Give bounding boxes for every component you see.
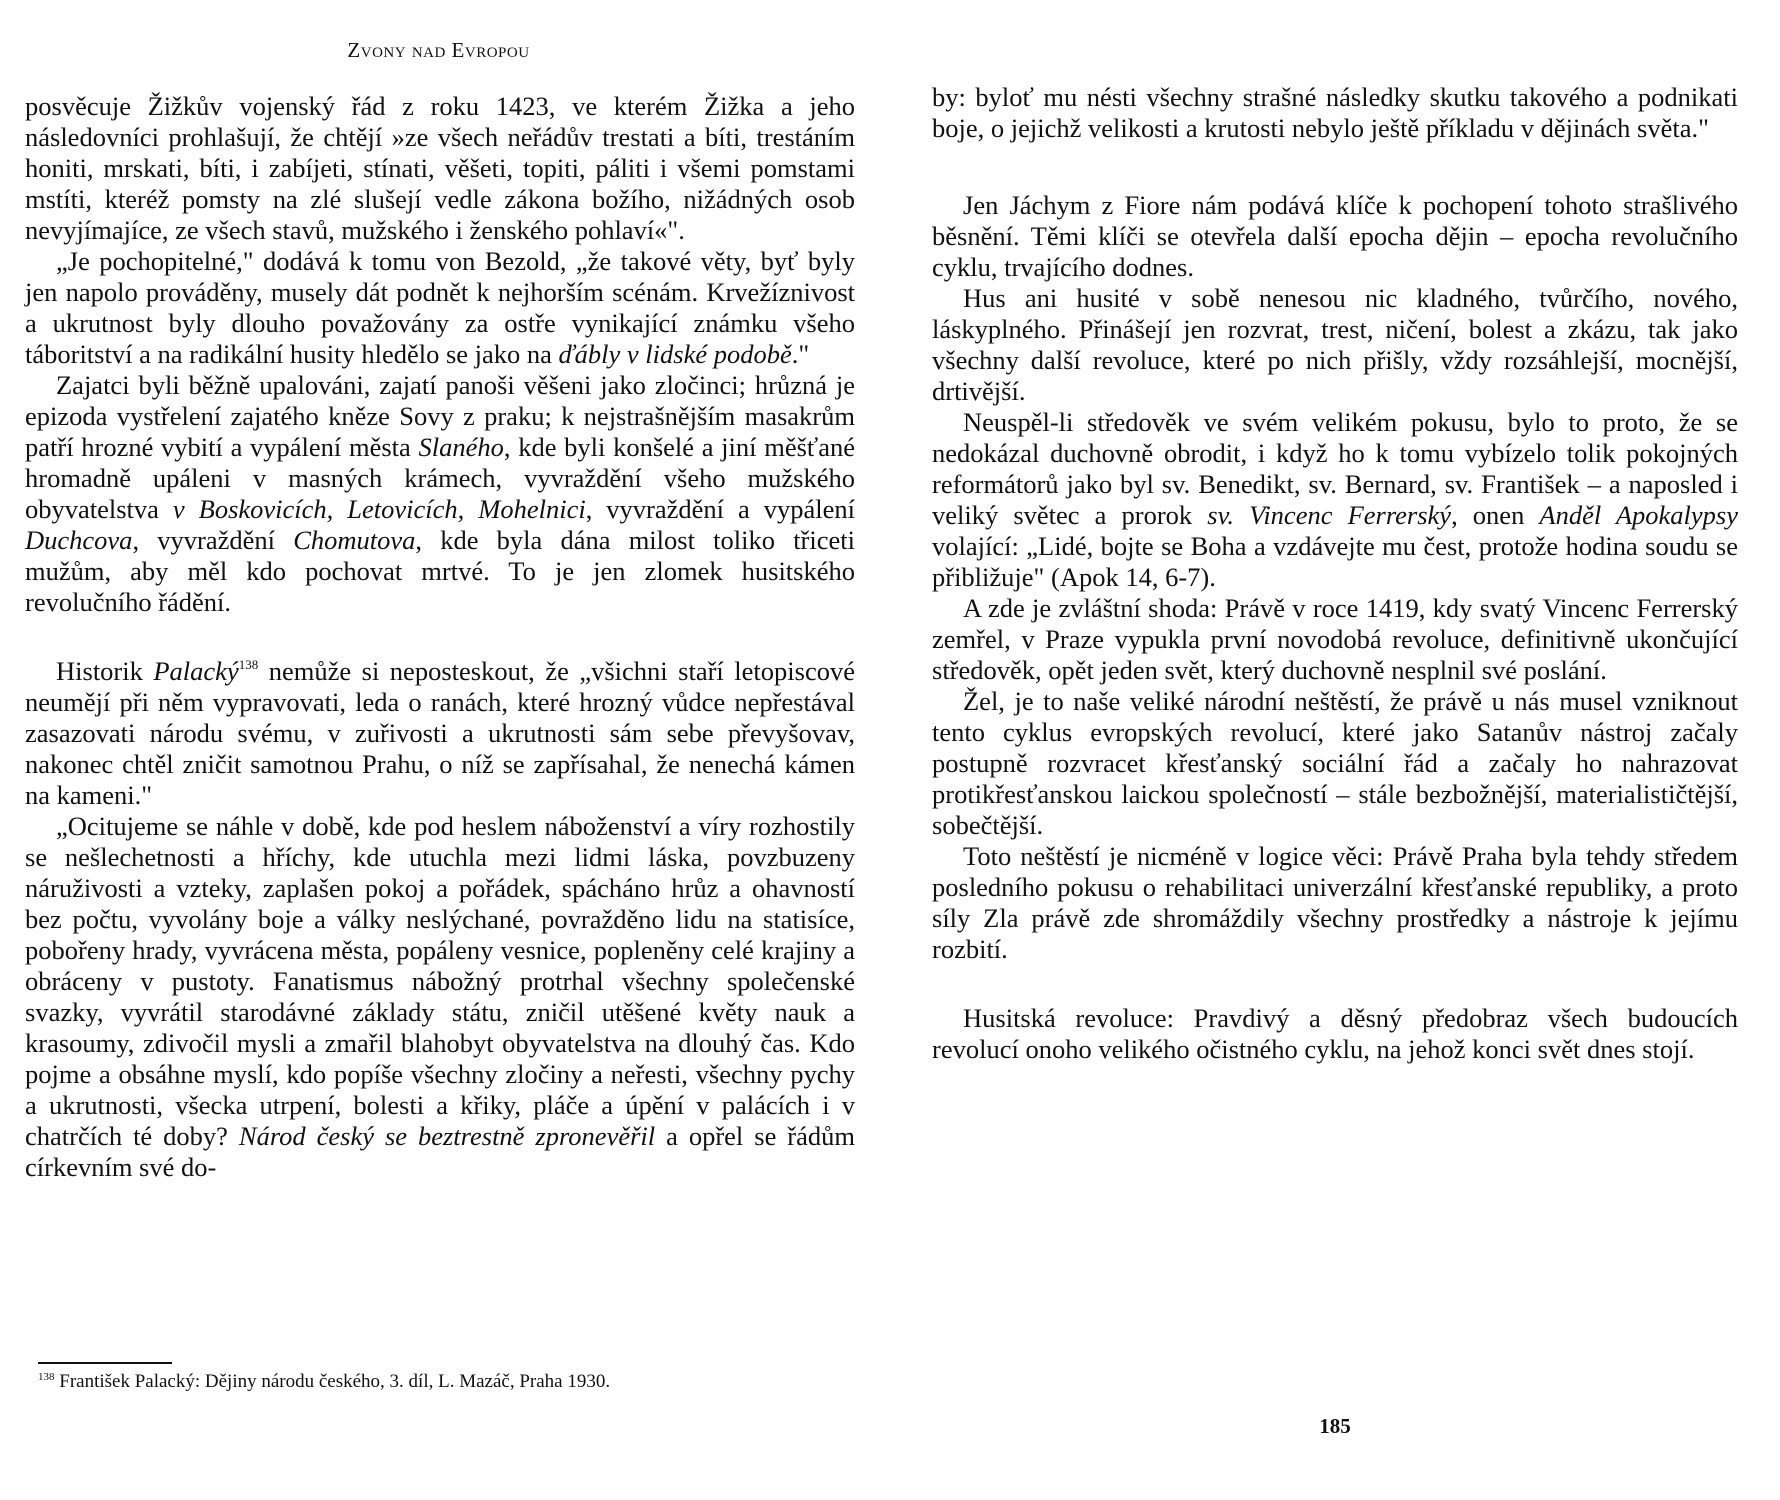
italic-text: Palacký — [153, 656, 239, 686]
paragraph: A zde je zvláštní shoda: Právě v roce 1419, kdy svatý Vincenc Ferrerský zemřel, v Praze vypukla první novodobá revoluce, definitivně ukončující středověk, opět jeden svět, který duchovně nesplnil své poslání. — [932, 593, 1738, 685]
paragraph — [25, 246, 855, 370]
text-run: Zajatci byli běžně upalováni, zajatí panoši věšeni jako zločinci; hrůzná je epizoda vystřelení zajatého kněze Sovy z praku; k nejstrašnějším masakrům patří hrozné vybití a vypálení města — [25, 370, 855, 462]
paragraph: posvěcuje Žižkův vojenský řád z roku 1423, ve kterém Žižka a jeho následovníci prohlašují, že chtějí »ze všech neřádův trestati a bíti, trestáním honiti, mrskati, bíti, i zabíjeti, stínati, věšeti, topiti, páliti i všemi pomstami mstíti, kteréž pomsty na zlé slušejí vedle zákona božího, nižádných osob nevyjímajíce, ze všech stavů, mužského i ženského pohlaví«". — [25, 91, 855, 245]
text-run: Historik — [56, 656, 154, 686]
paragraph — [25, 370, 855, 618]
italic-text: Slaného — [418, 432, 504, 462]
footnote-divider — [38, 1362, 172, 1364]
footnote-text: František Palacký: Dějiny národu českého, 3. díl, L. Mazáč, Praha 1930. — [59, 1371, 611, 1392]
italic-text: Duchcova — [25, 525, 133, 555]
text-run: , kde byli konšelé a jiní měšťané hromadně upáleni v masných krámech, vyvraždění všeho mužského obyvatelstva — [25, 432, 855, 524]
text-run: , kde byla dána milost toliko třiceti mužům, aby měl kdo pochovat mrtvé. To je jen zlomek husitského revolučního řádění. — [25, 525, 855, 617]
text-run: „Je pochopitelné," dodává k tomu von Bezold, „že takové věty, byť byly jen napolo prováděny, musely dát podnět k nejhorším scénám. Krvežíznivost a ukrutnost byly dlouho považovány za ostře vynikající známku všeho táboritství a na radikální husity hledělo se jako na — [25, 246, 855, 369]
paragraph: Hus ani husité v sobě nenesou nic kladného, tvůrčího, nového, láskyplného. Přinášejí jen rozvrat, trest, ničení, bolest a zkázu, tak jako všechny další revoluce, které po nich přišly, vždy rozsáhlejší, mocnější, drtivější. — [932, 283, 1738, 406]
text-run: ." — [791, 339, 810, 369]
paragraph — [25, 656, 855, 811]
paragraph: by: byloť mu nésti všechny strašné následky skutku takového a podnikati boje, o jejichž velikosti a krutosti nebylo ještě příkladu v dějinách světa." — [932, 82, 1738, 143]
text-run: , onen — [1451, 500, 1540, 530]
text-run: Neuspěl-li středověk ve svém velikém pokusu, bylo to proto, že se nedokázal duchovně obrodit, i když ho k tomu vybízelo tolik pokojných reformátorů jako byl sv. Benedikt, sv. Bernard, sv. František – a naposled i veliký světec a prorok — [932, 407, 1738, 530]
italic-text: Národ český se beztrestně zpronevěřil — [238, 1121, 656, 1151]
paragraph: Husitská revoluce: Pravdivý a děsný předobraz všech budoucích revolucí onoho velikého očistného cyklu, na jehož konci svět dnes stojí. — [932, 1003, 1738, 1064]
paragraph — [25, 811, 855, 1183]
paragraph: Toto neštěstí je nicméně v logice věci: Právě Praha byla tehdy středem posledního pokusu o rehabilitaci univerzální křesťanské republiky, a proto síly Zla právě zde shromáždily všechny prostředky a nástroje k jejímu rozbití. — [932, 841, 1738, 964]
page-number: 185 — [1319, 1414, 1351, 1438]
footnote — [38, 1370, 848, 1394]
right-text-column — [932, 82, 1738, 1065]
paragraph: Jen Jáchym z Fiore nám podává klíče k pochopení tohoto strašlivého běsnění. Těmi klíči se otevřela další epocha dějin – epocha revolučního cyklu, trvajícího dodnes. — [932, 190, 1738, 282]
italic-text: v Boskovicích, Letovicích, Mohelnici — [172, 494, 586, 524]
italic-text: Anděl Apokalypsy — [1539, 500, 1739, 530]
footnote-number: 138 — [38, 1371, 55, 1383]
paragraph — [932, 407, 1738, 593]
italic-text: ďábly v lidské podobě — [558, 339, 792, 369]
italic-text: Chomutova — [293, 525, 416, 555]
text-run: a opřel se řádům církevním své do- — [25, 1121, 855, 1182]
paragraph: Žel, je to naše veliké národní neštěstí, že právě u nás musel vzniknout tento cyklus evropských revolucí, které jako Satanův nástroj začaly postupně rozvracet křesťanský sociální řád a začaly ho nahrazovat protikřesťanskou laickou společností – stále bezbožnější, materialističtější, sobečtější. — [932, 686, 1738, 840]
left-text-column — [25, 91, 855, 1183]
text-run: „Ocitujeme se náhle v době, kde pod heslem náboženství a víry rozhostily se nešlechetnosti a hříchy, kde utuchla mezi lidmi láska, povzbuzeny náruživosti a vzteky, zaplašen pokoj a pořádek, spácháno hrůz a ohavností bez počtu, vyvolány boje a války neslýchané, povražděno lidu na statisíce, pobořeny hrady, vyvrácena města, popáleny vesnice, popleněny celé krajiny a obráceny v pustoty. Fanatismus nábožný protrhal všechny společenské svazky, vyvrátil starodávné základy státu, zničil utěšené květy nauk a krasoumy, zdivočil mysli a zmařil blahobyt obyvatelstva na dlouhý čas. Kdo pojme a obsáhne myslí, kdo popíše všechny zločiny a neřesti, všechny pychy a ukrutnosti, všecka utrpení, bolesti a křiky, pláče a úpění v palácích i v chatrčích té doby? — [25, 811, 855, 1151]
italic-text: sv. Vincenc Ferrerský — [1207, 500, 1452, 530]
text-run: nemůže si neposteskout, že „všichni staří letopiscové neumějí při něm vypravovati, leda o ranách, které hrozný vůdce nepřestával zasazovati národu svému, v zuřivosti a ukrutnosti sám sebe převyšovav, nakonec chtěl zničit samotnou Prahu, o níž se zapřísahal, že nenechá kámen na kameni." — [25, 656, 855, 810]
running-header: Zvony nad Evropou — [347, 38, 530, 62]
text-run: , vyvraždění a vypálení — [585, 494, 855, 524]
text-run: , vyvraždění — [132, 525, 294, 555]
footnote-reference[interactable]: 138 — [238, 657, 259, 672]
text-run: volající: „Lidé, bojte se Boha a vzdávejte mu čest, protože hodina soudu se přibližuje" (Apok 14, 6-7). — [932, 531, 1738, 592]
